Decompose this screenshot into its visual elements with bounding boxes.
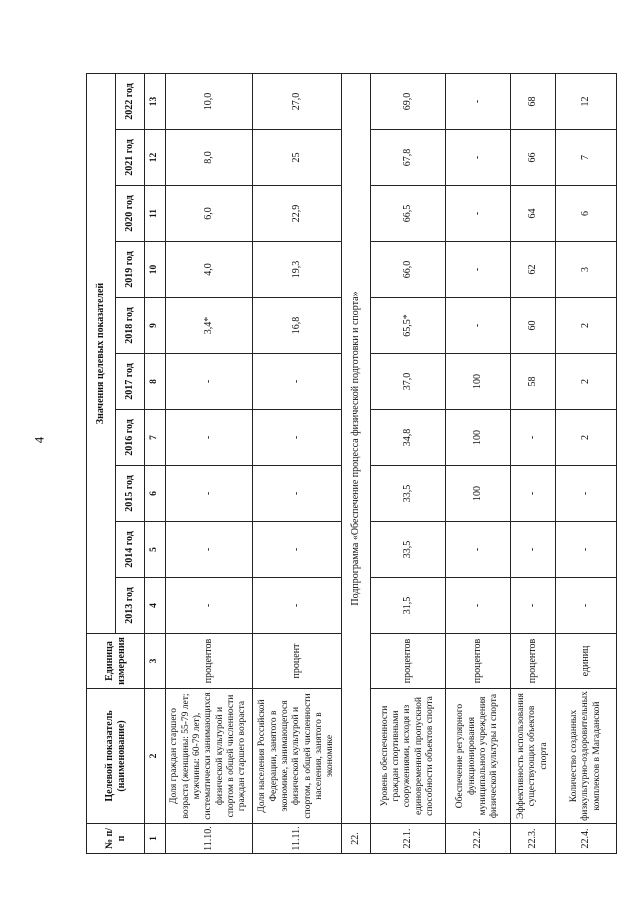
row-value: -: [446, 522, 511, 578]
row-value: 3,4*: [166, 298, 253, 354]
row-value: -: [166, 522, 253, 578]
row-value: -: [166, 466, 253, 522]
row-value: 12: [556, 74, 617, 130]
row-value: 65,5*: [371, 298, 446, 354]
row-name: Доля граждан старшего возраста (женщины: 55-79 лет; мужчины: 60-79 лет), систематически занимающихся физической культурой и спортом в общей численности граждан старшего возраста: [166, 689, 253, 824]
row-value: -: [253, 522, 342, 578]
col-number: 7: [145, 410, 166, 466]
row-value: 62: [511, 242, 556, 298]
row-unit: единиц: [556, 634, 617, 689]
row-value: -: [166, 354, 253, 410]
row-index: 11.10.: [166, 824, 253, 854]
row-name: Уровень обеспеченности граждан спортивными сооружениями, исходя из единовременной пропускной способности объектов спорта: [371, 689, 446, 824]
row-name: Доля населения Российской Федерации, занятого в экономике, занимающегося физической культурой и спортом, в общей численности населения, занятого в экономике: [253, 689, 342, 824]
row-value: -: [446, 578, 511, 634]
row-value: 33,5: [371, 466, 446, 522]
row-name: Эффективность использования существующих объектов спорта: [511, 689, 556, 824]
row-value: -: [556, 466, 617, 522]
col-number: 11: [145, 186, 166, 242]
row-value: 100: [446, 354, 511, 410]
row-value: 100: [446, 466, 511, 522]
row-value: -: [166, 578, 253, 634]
table-row: [511, 74, 556, 854]
row-unit: процентов: [511, 634, 556, 689]
row-value: 19,3: [253, 242, 342, 298]
row-name: Обеспечение регулярного функционирования муниципального учреждения физической культуры и спорта: [446, 689, 511, 824]
col-number: 2: [145, 689, 166, 824]
row-value: -: [446, 298, 511, 354]
row-value: 4,0: [166, 242, 253, 298]
row-value: 66,5: [371, 186, 446, 242]
row-index: 22.2.: [446, 824, 511, 854]
row-value: 16,8: [253, 298, 342, 354]
row-value: -: [253, 578, 342, 634]
row-value: 69,0: [371, 74, 446, 130]
row-value: -: [511, 522, 556, 578]
row-value: 58: [511, 354, 556, 410]
col-number: 4: [145, 578, 166, 634]
row-unit: процентов: [166, 634, 253, 689]
page-number: 4: [31, 436, 47, 444]
row-value: 2: [556, 354, 617, 410]
row-value: 10,0: [166, 74, 253, 130]
row-value: 68: [511, 74, 556, 130]
header-name: Целевой показатель (наименование): [87, 689, 145, 824]
col-number: 1: [145, 824, 166, 854]
header-year: 2013 год: [116, 578, 145, 634]
col-number: 13: [145, 74, 166, 130]
row-value: 6,0: [166, 186, 253, 242]
row-value: -: [511, 410, 556, 466]
row-unit: процент: [253, 634, 342, 689]
col-number: 9: [145, 298, 166, 354]
header-year: 2018 год: [116, 298, 145, 354]
col-number: 3: [145, 634, 166, 689]
row-value: 37,0: [371, 354, 446, 410]
header-values-group: Значения целевых показателей: [87, 74, 116, 634]
row-value: 6: [556, 186, 617, 242]
row-value: -: [253, 410, 342, 466]
row-value: -: [511, 578, 556, 634]
col-number: 10: [145, 242, 166, 298]
row-name: Количество созданных физкультурно-оздоровительных комплексов в Магаданской: [556, 689, 617, 824]
header-year: 2017 год: [116, 354, 145, 410]
table-row: [446, 74, 511, 854]
header-year: 2014 год: [116, 522, 145, 578]
row-value: 64: [511, 186, 556, 242]
table-row: [371, 74, 446, 854]
column-number-row: [145, 74, 166, 854]
table-row: [556, 74, 617, 854]
row-unit: процентов: [371, 634, 446, 689]
subprogram-label: Подпрограмма «Обеспечение процесса физической подготовки и спорта»: [342, 74, 371, 824]
subprogram-index: 22.: [342, 824, 371, 854]
row-value: 66: [511, 130, 556, 186]
row-value: 2: [556, 298, 617, 354]
row-value: -: [446, 242, 511, 298]
row-value: 100: [446, 410, 511, 466]
header-unit: Единица измерения: [87, 634, 145, 689]
row-value: -: [556, 522, 617, 578]
row-value: 60: [511, 298, 556, 354]
row-index: 22.4.: [556, 824, 617, 854]
row-value: 22,9: [253, 186, 342, 242]
table-row: [166, 74, 253, 854]
row-unit: процентов: [446, 634, 511, 689]
row-value: 2: [556, 410, 617, 466]
row-value: 67,8: [371, 130, 446, 186]
table-row: [253, 74, 342, 854]
col-number: 8: [145, 354, 166, 410]
row-value: 34,8: [371, 410, 446, 466]
header-year: 2019 год: [116, 242, 145, 298]
row-value: -: [446, 74, 511, 130]
rotated-table-container: [86, 74, 602, 854]
header-year: 2022 год: [116, 74, 145, 130]
row-value: 7: [556, 130, 617, 186]
row-value: 25: [253, 130, 342, 186]
row-index: 22.3.: [511, 824, 556, 854]
row-value: -: [166, 410, 253, 466]
header-year: 2015 год: [116, 466, 145, 522]
header-idx: № п/п: [87, 824, 145, 854]
indicators-table: [86, 73, 617, 854]
header-year: 2020 год: [116, 186, 145, 242]
header-year: 2021 год: [116, 130, 145, 186]
row-value: 66,0: [371, 242, 446, 298]
row-index: 22.1.: [371, 824, 446, 854]
row-value: -: [556, 578, 617, 634]
row-value: 31,5: [371, 578, 446, 634]
subprogram-row: [342, 74, 371, 854]
col-number: 12: [145, 130, 166, 186]
row-value: -: [511, 466, 556, 522]
row-value: -: [253, 466, 342, 522]
row-value: 33,5: [371, 522, 446, 578]
header-year: 2016 год: [116, 410, 145, 466]
row-value: -: [446, 186, 511, 242]
row-value: 8,0: [166, 130, 253, 186]
row-value: 3: [556, 242, 617, 298]
row-value: 27,0: [253, 74, 342, 130]
col-number: 5: [145, 522, 166, 578]
row-value: -: [446, 130, 511, 186]
col-number: 6: [145, 466, 166, 522]
row-index: 11.11.: [253, 824, 342, 854]
row-value: -: [253, 354, 342, 410]
